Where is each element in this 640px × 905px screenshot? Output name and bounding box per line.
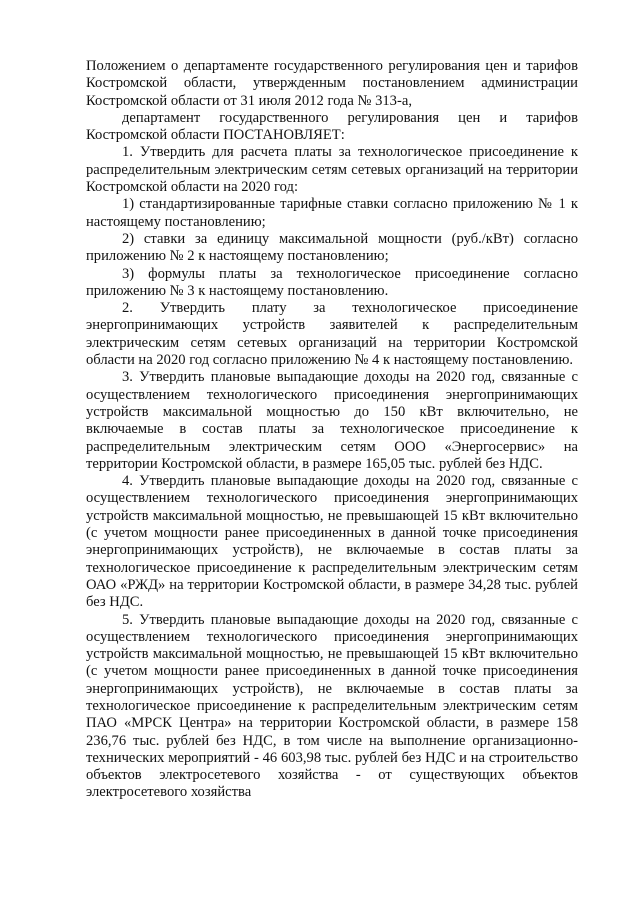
paragraph-item-1: 1. Утвердить для расчета платы за технологическое присоединение к распределительным электрическим сетям сетевых организаций на территории Костромской области на 2020 год: — [86, 144, 578, 196]
document-page — [86, 58, 578, 802]
paragraph-item-1-sub-3: 3) формулы платы за технологическое присоединение согласно приложению № 3 к настоящему постановлению. — [86, 265, 578, 299]
paragraph-department-resolves: департамент государственного регулирования цен и тарифов Костромской области ПОСТАНОВЛЯЕТ: — [86, 109, 578, 144]
paragraph-item-3: 3. Утвердить плановые выпадающие доходы на 2020 год, связанные с осуществлением технологического присоединения энергопринимающих устройств максимальной мощностью до 150 кВт включительно, не включаемые в состав платы за технологическое присоединение к распределительным электрическим сетям ООО «Энергосервис» на территории Костромской области, в размере 165,05 тыс. рублей без НДС. — [86, 369, 578, 472]
paragraph-item-5: 5. Утвердить плановые выпадающие доходы на 2020 год, связанные с осуществлением технологического присоединения энергопринимающих устройств максимальной мощностью, не превышающей 15 кВт включительно (с учетом мощности ранее присоединенных в данной точке присоединения энергопринимающих устройств), не включаемые в состав платы за технологическое присоединение к распределительным электрическим сетям ПАО «МРСК Центра» на территории Костромской области, в размере 158 236,76 тыс. рублей без НДС, в том числе на выполнение организационно-технических мероприятий - 46 603,98 тыс. рублей без НДС и на строительство объектов электросетевого хозяйства - от существующих объектов электросетевого хозяйства — [86, 611, 578, 801]
paragraph-item-1-sub-2: 2) ставки за единицу максимальной мощности (руб./кВт) согласно приложению № 2 к настоящему постановлению; — [86, 230, 578, 265]
paragraph-regulation-reference: Положением о департаменте государственного регулирования цен и тарифов Костромской области, утвержденным постановлением администрации Костромской области от 31 июля 2012 года № 313-а, — [86, 58, 578, 109]
paragraph-item-1-sub-1: 1) стандартизированные тарифные ставки согласно приложению № 1 к настоящему постановлению; — [86, 196, 578, 230]
paragraph-item-2: 2. Утвердить плату за технологическое присоединение энергопринимающих устройств заявителей к распределительным электрическим сетям сетевых организаций на территории Костромской области на 2020 год согласно приложению № 4 к настоящему постановлению. — [86, 300, 578, 369]
paragraph-item-4: 4. Утвердить плановые выпадающие доходы на 2020 год, связанные с осуществлением технологического присоединения энергопринимающих устройств максимальной мощностью, не превышающей 15 кВт включительно (с учетом мощности ранее присоединенных в данной точке присоединения энергопринимающих устройств), не включаемые в состав платы за технологическое присоединение к распределительным электрическим сетям ОАО «РЖД» на территории Костромской области, в размере 34,28 тыс. рублей без НДС. — [86, 473, 578, 611]
